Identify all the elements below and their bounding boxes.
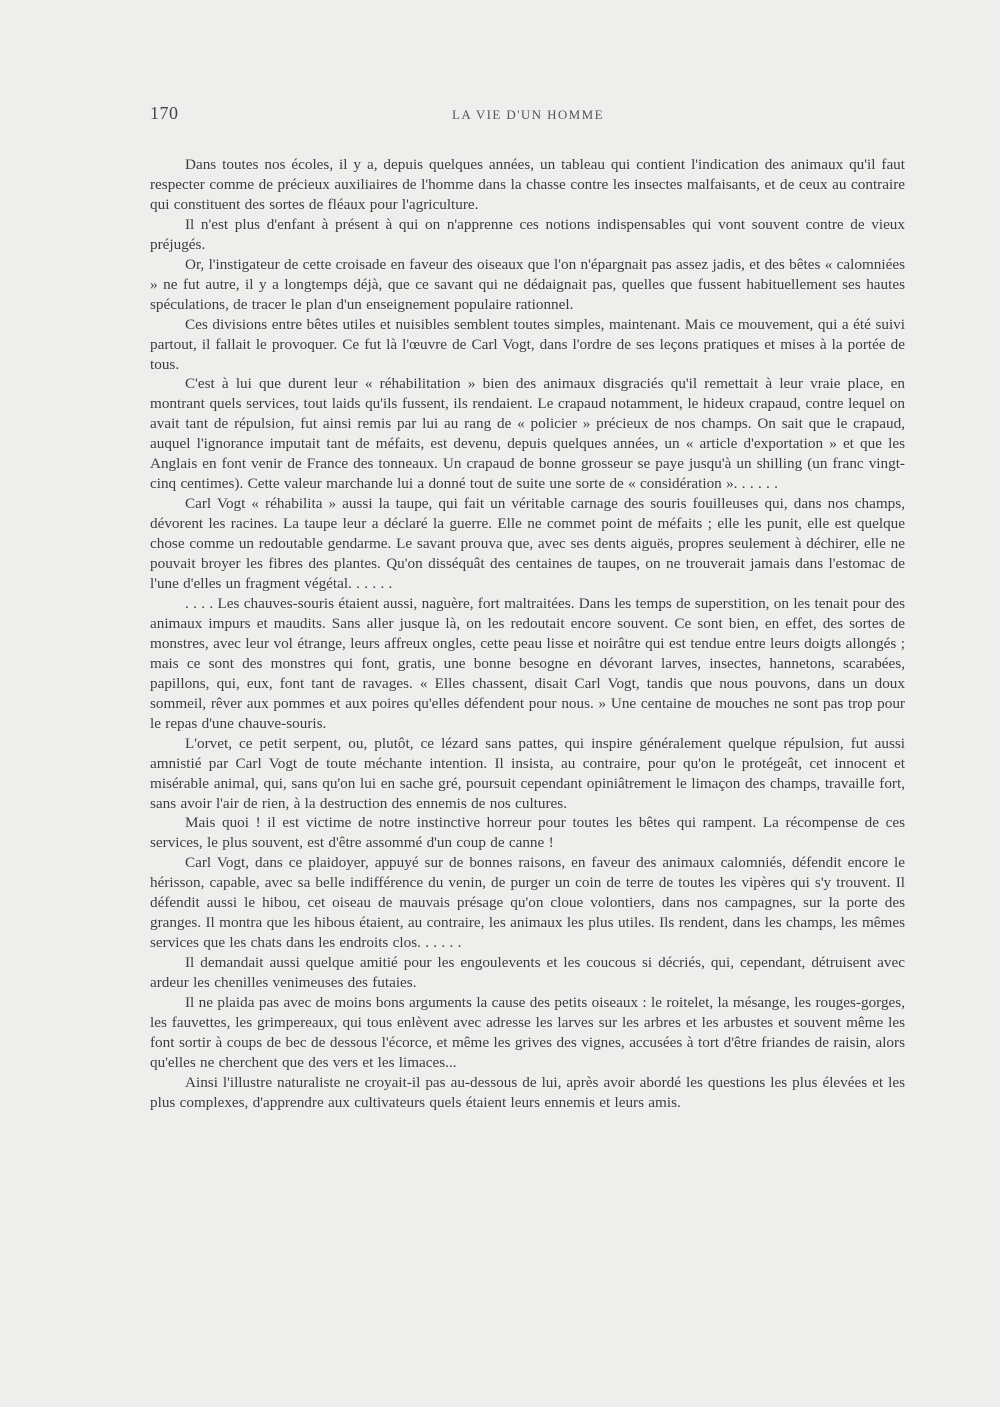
paragraph: Carl Vogt, dans ce plaidoyer, appuyé sur de bonnes raisons, en faveur des animaux calomniés, défendit encore le hérisson, capable, avec sa belle indifférence du venin, de purger un coin de terre de toutes les vipères qui s'y trouvent. Il défendit aussi le hibou, cet oiseau de mauvais présage qu'on cloue volontiers, dans nos campagnes, sur la porte des granges. Il montra que les hibous étaient, au contraire, les animaux les plus utiles. Ils rendent, dans les champs, les mêmes services que les chats dans les endroits clos. . . . . . — [150, 854, 905, 952]
paragraph: Ainsi l'illustre naturaliste ne croyait-il pas au-dessous de lui, après avoir abordé les questions les plus élevées et les plus complexes, d'apprendre aux cultivateurs quels étaient leurs ennemis et leurs amis. — [150, 1073, 905, 1111]
paragraph: Ces divisions entre bêtes utiles et nuisibles semblent toutes simples, maintenant. Mais ce mouvement, qui a été suivi partout, il fallait le provoquer. Ce fut là l'œuvre de Carl Vogt, dans l'ordre de ses leçons pratiques et mises à la portée de tous. — [150, 315, 905, 373]
paragraph: . . . . Les chauves-souris étaient aussi, naguère, fort maltraitées. Dans les temps de superstition, on les tenait pour des animaux impurs et maudits. Sans aller jusque là, on les redoutait encore souvent. Ce sont bien, en effet, des sortes de monstres, avec leur vol étrange, leurs affreux ongles, cette peau lisse et noirâtre qui est tendue entre leurs doigts allongés ; mais ce sont des monstres qui font, gratis, une bonne besogne en dévorant larves, insectes, hannetons, scarabées, papillons, qui, eux, font tant de ravages. « Elles chassent, disait Carl Vogt, tandis que nous pouvons, dans un doux sommeil, rêver aux pommes et aux poires qu'elles défendent pour nous. » Une centaine de mouches ne sont pas trop pour le repas d'une chauve-souris. — [150, 594, 905, 732]
paragraph: Dans toutes nos écoles, il y a, depuis quelques années, un tableau qui contient l'indication des animaux qu'il faut respecter comme de précieux auxiliaires de l'homme dans la chasse contre les insectes malfaisants, et de ceux au contraire qui constituent des sortes de fléaux pour l'agriculture. — [150, 156, 905, 213]
page-number: 170 — [150, 103, 179, 123]
paragraph: Il n'est plus d'enfant à présent à qui on n'apprenne ces notions indispensables qui vont souvent contre de vieux préjugés. — [150, 215, 905, 253]
paragraph: Carl Vogt « réhabilita » aussi la taupe, qui fait un véritable carnage des souris fouilleuses qui, dans nos champs, dévorent les racines. La taupe leur a déclaré la guerre. Elle ne commet point de méfaits ; elle les punit, elle est quelque chose comme un redoutable gendarme. Le savant prouva que, avec ses dents aiguës, propres seulement à déchirer, elle ne pouvait broyer les fibres des plantes. Qu'on disséquât des centaines de taupes, on ne trouverait jamais dans l'estomac de l'une d'elles un fragment végétal. . . . . . — [150, 495, 905, 593]
running-head: LA VIE D'UN HOMME — [452, 107, 604, 122]
paragraph: Mais quoi ! il est victime de notre instinctive horreur pour toutes les bêtes qui rampent. La récompense de ces services, le plus souvent, est d'être assommé d'un coup de canne ! — [150, 814, 905, 852]
paragraph: C'est à lui que durent leur « réhabilitation » bien des animaux disgraciés qu'il remettait à leur vraie place, en montrant quels services, tout laids qu'ils fussent, ils rendaient. Le crapaud notamment, le hideux crapaud, contre lequel on avait tant de répulsion, fut ainsi remis par lui au rang de « policier » précieux de nos champs. On sait que le crapaud, auquel l'ignorance imputait tant de méfaits, est devenu, depuis quelques années, un « article d'exportation » et que les Anglais en font venir de France des tonneaux. Un crapaud de bonne grosseur se paye jusqu'à un shilling (un franc vingt-cinq centimes). Cette valeur marchande lui a donné tout de suite une sorte de « considération ». . . . . . — [150, 375, 905, 493]
paragraph: L'orvet, ce petit serpent, ou, plutôt, ce lézard sans pattes, qui inspire généralement quelque répulsion, fut aussi amnistié par Carl Vogt de toute méchante intention. Il insista, au contraire, pour qu'on le protégeât, cet innocent et misérable animal, qui, sans qu'on lui en sache gré, poursuit cependant opiniâtrement le limaçon des champs, travaille fort, sans avoir l'air de rien, à la destruction des ennemis de nos cultures. — [150, 734, 905, 812]
paragraph: Or, l'instigateur de cette croisade en faveur des oiseaux que l'on n'épargnait pas assez jadis, et des bêtes « calomniées » ne fut autre, il y a longtemps déjà, que ce savant qui ne dédaignait pas, quelles que fussent habituellement ses hautes spéculations, de tracer le plan d'un enseignement populaire rationnel. — [150, 255, 905, 313]
body-text — [150, 155, 905, 1113]
paragraph: Il demandait aussi quelque amitié pour les engoulevents et les coucous si décriés, qui, cependant, détruisent avec ardeur les chenilles venimeuses des futaies. — [150, 954, 905, 992]
paragraph: Il ne plaida pas avec de moins bons arguments la cause des petits oiseaux : le roitelet, la mésange, les rouges-gorges, les fauvettes, les grimpereaux, qui tous enlèvent avec adresse les larves sur les arbres et les arbustes et souvent même les font sortir à coups de bec de dessous l'écorce, et même les grives des vignes, accusées à tort d'être friandes de raisin, alors qu'elles ne cherchent que des vers et les limaces... — [150, 994, 905, 1071]
